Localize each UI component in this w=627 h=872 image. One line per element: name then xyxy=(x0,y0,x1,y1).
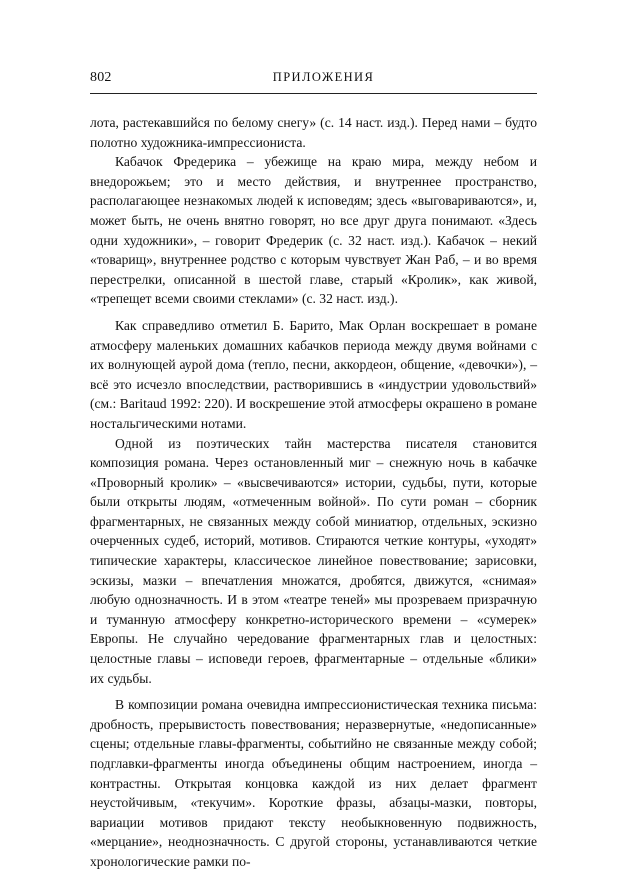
running-head: ПРИЛОЖЕНИЯ xyxy=(272,70,375,84)
page-number: 802 xyxy=(90,70,112,85)
paragraph-continuation: лота, растекавшийся по белому снегу» (с. 14 наст. изд.). Перед нами – будто полотно художника-импрессиониста. xyxy=(90,115,537,150)
body-text xyxy=(90,113,537,872)
paragraph: В композиции романа очевидна импрессионистическая техника письма: дробность, прерывистость повествования; неразвернутые, «недописанные» сцены; отдельные главы-фрагменты, событийно не связанные между собой; подглавки-фрагменты иногда объединены общим настроением, иногда – контрастны. Открытая концовка каждой из них делает фрагмент неустойчивым, «текучим». Короткие фразы, абзацы-мазки, повторы, вариации мотивов придают тексту необыкновенную подвижность, «мерцание», неоднозначность. С другой стороны, устанавливаются четкие хронологические рамки по- xyxy=(90,697,537,869)
page-header xyxy=(90,70,537,90)
paragraph: Одной из поэтических тайн мастерства писателя становится композиция романа. Через остановленный миг – снежную ночь в кабачке «Проворный кролик» – «высвечиваются» истории, судьбы, пути, которые были открыты людям, «отмеченным войной». По сути роман – сборник фрагментарных, не связанных между собой миниатюр, отдельных, эскизно очерченных судеб, историй, мотивов. Стираются четкие контуры, «уходят» типические характеры, классическое линейное повествование; зарисовки, эскизы, мазки – впечатления множатся, дробятся, движутся, «снимая» любую однозначность. И в этом «театре теней» мы прозреваем призрачную и туманную атмосферу конкретно-исторического времени – «сумерек» Европы. Не случайно чередование фрагментарных глав и целостных: целостные главы – исповеди героев, фрагментарные – отдельные «блики» их судьбы. xyxy=(90,435,537,686)
header-rule xyxy=(90,93,537,94)
paragraph: Как справедливо отметил Б. Барито, Мак Орлан воскрешает в романе атмосферу маленьких домашних кабачков периода между двумя войнами с их волнующей аурой дома (тепло, песни, аккордеон, общение, «девочки»), – всё это исчезло впоследствии, растворившись в «индустрии удовольствий» (см.: Baritaud 1992: 220). И воскрешение этой атмосферы окрашено в романе ностальгическими нотами. xyxy=(90,317,537,431)
paragraph: Кабачок Фредерика – убежище на краю мира, между небом и внедорожьем; это и место действия, и внутреннее пространство, располагающее незнакомых людей к исповедям; здесь «выговариваются», и, может быть, не очень внятно говорят, но все друг друга понимают. «Здесь одни художники», – говорит Фредерик (с. 32 наст. изд.). Кабачок – некий «товарищ», внутреннее родство с которым чувствует Жан Раб, – и во время перестрелки, описанной в шестой главе, старый «Кролик», как живой, «трепещет всеми своими стеклами» (с. 32 наст. изд.). xyxy=(90,154,537,307)
